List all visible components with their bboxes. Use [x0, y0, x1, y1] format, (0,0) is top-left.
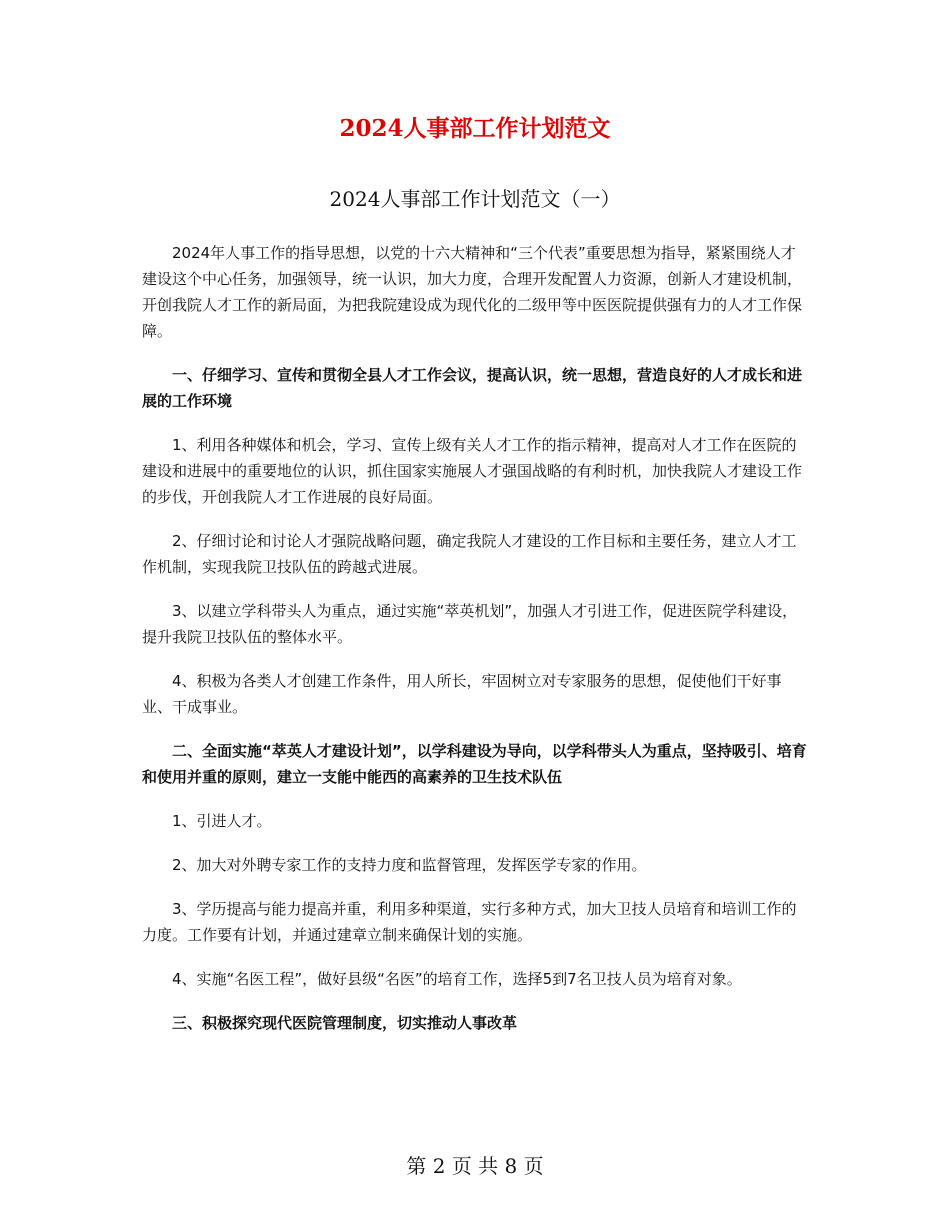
page-footer: 第 2 页 共 8 页 — [406, 1154, 544, 1178]
section-heading: 三、积极探究现代医院管理制度，切实推动人事改革 — [172, 1014, 518, 1032]
document-title: 2024人事部工作计划范文 — [339, 115, 611, 142]
paragraph: 1、利用各种媒体和机会，学习、宣传上级有关人才工作的指示精神，提高对人才工作在医院的建设和进展中的重要地位的认识，抓住国家实施展人才强国战略的有利时机，加快我院人才建设工作的步伐，开创我院人才工作进展的良好局面。 — [142, 436, 803, 506]
section-heading: 一、仔细学习、宣传和贯彻全县人才工作会议，提高认识，统一思想，营造良好的人才成长和进展的工作环境 — [142, 366, 803, 410]
document-body — [142, 240, 810, 1054]
paragraph: 4、积极为各类人才创建工作条件，用人所长，牢固树立对专家服务的思想，促使他们干好事业、干成事业。 — [142, 672, 782, 716]
paragraph: 2、仔细讨论和讨论人才强院战略问题，确定我院人才建设的工作目标和主要任务，建立人才工作机制，实现我院卫技队伍的跨越式进展。 — [142, 532, 797, 576]
paragraph: 2024年人事工作的指导思想，以党的十六大精神和“三个代表”重要思想为指导，紧紧围绕人才建设这个中心任务，加强领导，统一认识，加大力度，合理开发配置人力资源，创新人才建设机制，开创我院人才工作的新局面，为把我院建设成为现代化的二级甲等中医医院提供强有力的人才工作保障。 — [142, 244, 803, 340]
paragraph: 1、引进人才。 — [172, 812, 272, 830]
paragraph: 4、实施“名医工程”，做好县级“名医”的培育工作，选择5到7名卫技人员为培育对象。 — [172, 970, 742, 988]
document-subtitle: 2024人事部工作计划范文（一） — [329, 187, 621, 211]
paragraph: 3、学历提高与能力提高并重，利用多种渠道，实行多种方式，加大卫技人员培育和培训工作的力度。工作要有计划，并通过建章立制来确保计划的实施。 — [142, 900, 797, 944]
paragraph: 2、加大对外聘专家工作的支持力度和监督管理，发挥医学专家的作用。 — [172, 856, 647, 874]
section-heading: 二、全面实施“萃英人才建设计划”，以学科建设为导向，以学科带头人为重点，坚持吸引、培育和使用并重的原则，建立一支能中能西的高素养的卫生技术队伍 — [142, 742, 807, 786]
paragraph: 3、以建立学科带头人为重点，通过实施“萃英机划”，加强人才引进工作，促进医院学科建设，提升我院卫技队伍的整体水平。 — [142, 602, 798, 646]
